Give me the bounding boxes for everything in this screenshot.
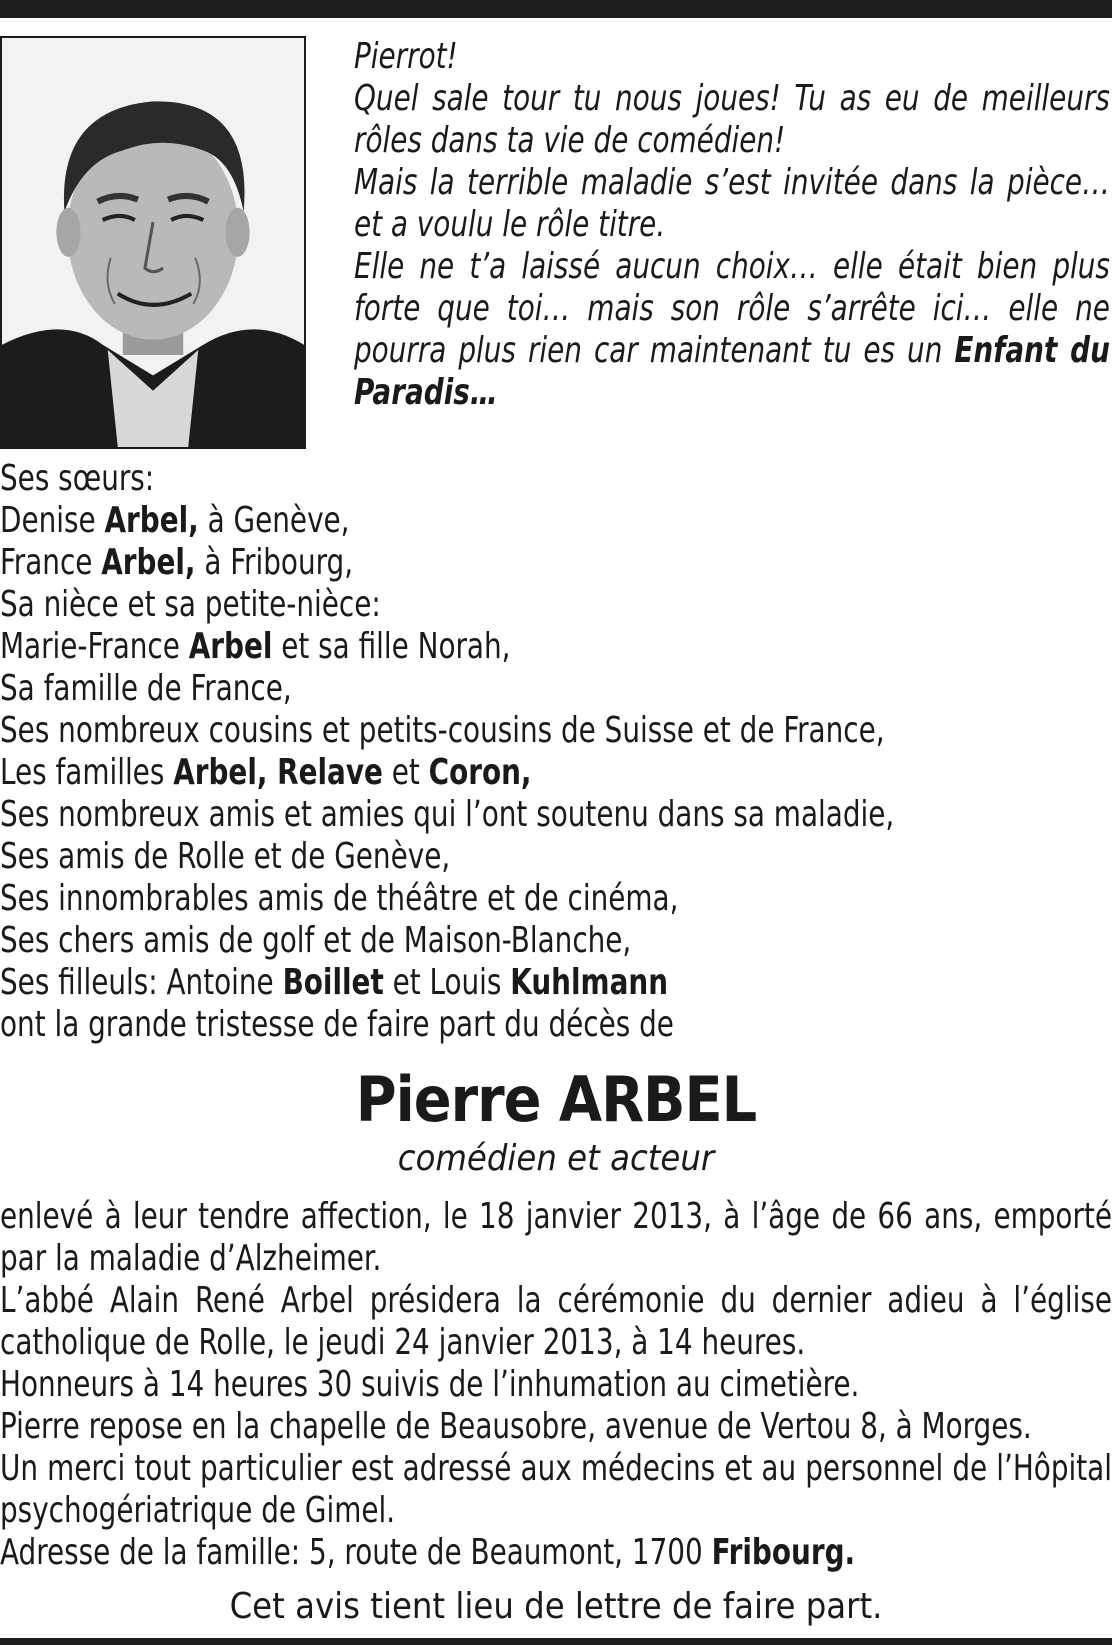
first-name: France bbox=[0, 542, 93, 583]
mourner-line: Ses nombreux amis et amies qui l’ont soutenu dans sa maladie, bbox=[0, 794, 895, 835]
last-name: Boillet bbox=[282, 962, 384, 1003]
announcement-line: ont la grande tristesse de faire part du décès de bbox=[0, 1004, 674, 1045]
first-name: Marie-France bbox=[0, 626, 180, 667]
relation: et sa fille Norah, bbox=[281, 626, 511, 667]
family-names: Arbel, Relave bbox=[173, 752, 383, 793]
details-line: enlevé à leur tendre affection, le 18 janvier 2013, à l’âge de 66 ans, emporté par la maladie d’Alzheimer. bbox=[0, 1196, 1112, 1279]
poem-line-text: Elle ne t’a laissé aucun choix… elle était bien plus forte que toi… mais son rôle s’arrête ici… elle ne pourra plus rien car maintenant tu es un bbox=[354, 246, 1110, 371]
conjunction: et bbox=[391, 752, 420, 793]
mourner-line: Ses amis de Rolle et de Genève, bbox=[0, 836, 451, 877]
address-prefix: Adresse de la famille: 5, route de Beaumont, 1700 bbox=[0, 1532, 703, 1573]
poem-line: Quel sale tour tu nous joues! Tu as eu de meilleurs rôles dans ta vie de comédien! bbox=[354, 78, 1110, 161]
first-name: Denise bbox=[0, 500, 96, 541]
portrait-illustration bbox=[2, 38, 304, 447]
mourner-line: Sa famille de France, bbox=[0, 668, 292, 709]
mourner-line bbox=[0, 500, 1112, 542]
place: à Fribourg, bbox=[204, 542, 354, 583]
mourner-line bbox=[0, 752, 1112, 794]
portrait-photo bbox=[0, 36, 306, 449]
niece-heading: Sa nièce et sa petite-nièce: bbox=[0, 584, 381, 625]
mourner-line bbox=[0, 626, 1112, 668]
details-line: L’abbé Alain René Arbel présidera la cérémonie du dernier adieu à l’église catholique de Rolle, le jeudi 24 janvier 2013, à 14 heures. bbox=[0, 1280, 1112, 1363]
poem-line: Mais la terrible maladie s’est invitée dans la pièce… et a voulu le rôle titre. bbox=[354, 162, 1110, 245]
address-line bbox=[0, 1532, 1112, 1574]
godsons-prefix: Ses filleuls: Antoine bbox=[0, 962, 274, 1003]
families-prefix: Les familles bbox=[0, 752, 165, 793]
details-line: Un merci tout particulier est adressé aux médecins et au personnel de l’Hôpital psychogériatrique de Gimel. bbox=[0, 1448, 1112, 1531]
mourner-line bbox=[0, 542, 1112, 584]
mourner-line: Ses innombrables amis de théâtre et de cinéma, bbox=[0, 878, 679, 919]
place: à Genève, bbox=[207, 500, 350, 541]
last-name: Arbel, bbox=[104, 500, 199, 541]
deceased-name: Pierre ARBEL bbox=[355, 1063, 757, 1136]
tribute-poem bbox=[354, 36, 1110, 414]
family-names: Coron, bbox=[428, 752, 532, 793]
poem-line: Pierrot! bbox=[354, 36, 458, 77]
mourner-line: Ses nombreux cousins et petits-cousins de Suisse et de France, bbox=[0, 710, 885, 751]
details-line: Honneurs à 14 heures 30 suivis de l’inhumation au cimetière. bbox=[0, 1364, 860, 1405]
last-name: Kuhlmann bbox=[510, 962, 669, 1003]
details-text bbox=[0, 1196, 1112, 1574]
mourner-line bbox=[0, 962, 1112, 1004]
sisters-heading: Ses sœurs: bbox=[0, 458, 155, 499]
address-city: Fribourg. bbox=[711, 1532, 856, 1573]
last-name: Arbel, bbox=[101, 542, 196, 583]
bottom-rule bbox=[0, 1638, 1112, 1645]
poem-emphasis: Enfant du Paradis… bbox=[354, 330, 1110, 413]
mourners-list bbox=[0, 458, 1112, 1046]
last-name: Arbel bbox=[188, 626, 273, 667]
godson-mid: et Louis bbox=[392, 962, 502, 1003]
details-line: Pierre repose en la chapelle de Beausobre, avenue de Vertou 8, à Morges. bbox=[0, 1406, 1032, 1447]
deceased-role: comédien et acteur bbox=[397, 1138, 715, 1179]
poem-line bbox=[354, 246, 1110, 414]
top-rule bbox=[0, 0, 1112, 18]
mourner-line: Ses chers amis de golf et de Maison-Blanche, bbox=[0, 920, 632, 961]
closing-note: Cet avis tient lieu de lettre de faire part. bbox=[229, 1586, 883, 1627]
